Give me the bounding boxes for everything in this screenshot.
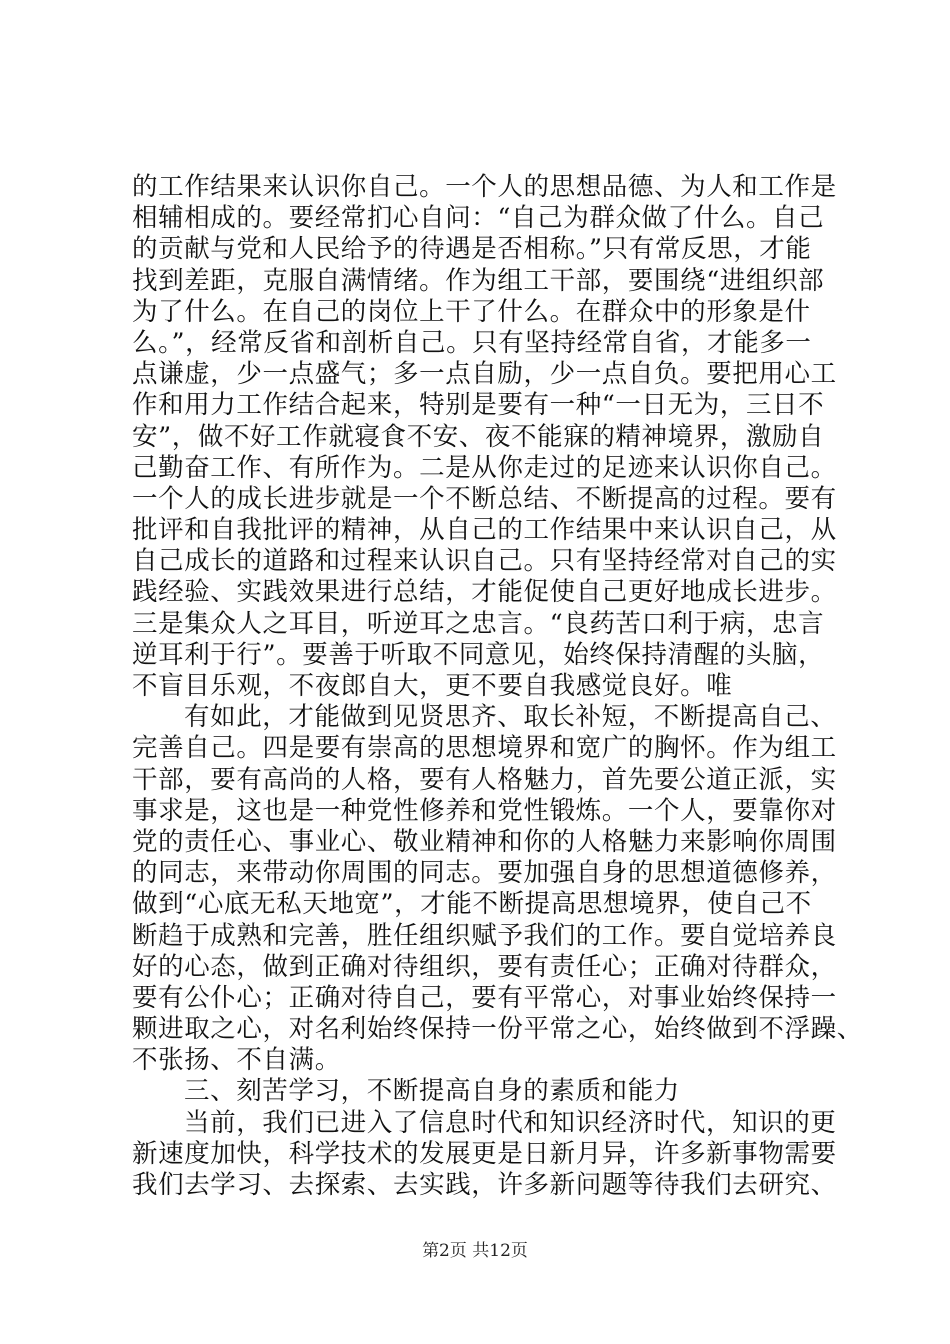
text-line: 自己成长的道路和过程来认识自己。只有坚持经常对自己的实 (132, 546, 837, 577)
text-line: 的工作结果来认识你自己。一个人的思想品德、为人和工作是 (132, 172, 837, 202)
text-line: 三是集众人之耳目，听逆耳之忠言。“良药苦口利于病，忠言 (132, 608, 825, 639)
text-line: 干部，要有高尚的人格，要有人格魅力，首先要公道正派，实 (132, 764, 837, 795)
text-line: 做到“心底无私天地宽”，才能不断提高思想境界，使自己不 (132, 889, 812, 920)
text-line: 为了什么。在自己的岗位上干了什么。在群众中的形象是什 (132, 296, 811, 327)
text-line: 逆耳利于行”。要善于听取不同意见，始终保持清醒的头脑， (132, 639, 825, 670)
text-line: 己勤奋工作、有所作为。二是从你走过的足迹来认识你自己。 (132, 452, 837, 483)
text-line: 好的心态，做到正确对待组织，要有责任心；正确对待群众， (132, 951, 837, 982)
text-line: 新速度加快，科学技术的发展更是日新月异，许多新事物需要 (132, 1138, 837, 1169)
text-line: 么。”，经常反省和剖析自己。只有坚持经常自省，才能多一 (132, 327, 812, 358)
text-line: 的贡献与党和人民给予的待遇是否相称。”只有常反思，才能 (132, 234, 812, 265)
text-line: 的同志，来带动你周围的同志。要加强自身的思想道德修养， (132, 858, 837, 889)
text-line: 作和用力工作结合起来，特别是要有一种“一日无为，三日不 (132, 390, 825, 421)
page-footer: 第2页 共12页 (422, 1241, 528, 1261)
text-line: 践经验、实践效果进行总结，才能促使自己更好地成长进步。 (132, 577, 837, 608)
text-line: 断趋于成熟和完善，胜任组织赋予我们的工作。要自觉培养良 (132, 920, 837, 951)
text-line: 相辅相成的。要经常扪心自问：“自己为群众做了什么。自己 (132, 203, 825, 234)
text-line: 找到差距，克服自满情绪。作为组工干部，要围绕“进组织部 (132, 265, 825, 296)
text-line: 安”，做不好工作就寝食不安、夜不能寐的精神境界，激励自 (132, 421, 825, 452)
text-line: 三、刻苦学习，不断提高自身的素质和能力 (184, 1076, 680, 1107)
text-line: 颗进取之心，对名利始终保持一份平常之心，始终做到不浮躁、 (132, 1014, 863, 1045)
text-line: 当前，我们已进入了信息时代和知识经济时代，知识的更 (184, 1107, 837, 1138)
text-line: 不张扬、不自满。 (132, 1045, 341, 1076)
text-line: 事求是，这也是一种党性修养和党性锻炼。一个人，要靠你对 (132, 795, 837, 826)
text-line: 党的责任心、事业心、敬业精神和你的人格魅力来影响你周围 (132, 826, 837, 857)
text-line: 我们去学习、去探索、去实践，许多新问题等待我们去研究、 (132, 1170, 837, 1200)
text-line: 有如此，才能做到见贤思齐、取长补短，不断提高自己、 (184, 702, 837, 733)
document-body (132, 172, 863, 1201)
text-line: 要有公仆心；正确对待自己，要有平常心，对事业始终保持一 (132, 982, 837, 1013)
text-line: 批评和自我批评的精神，从自己的工作结果中来认识自己，从 (132, 515, 837, 546)
text-line: 点谦虚，少一点盛气；多一点自励，少一点自负。要把用心工 (132, 359, 837, 390)
text-line: 完善自己。四是要有崇高的思想境界和宽广的胸怀。作为组工 (132, 733, 837, 764)
text-line: 不盲目乐观，不夜郎自大，更不要自我感觉良好。唯 (132, 671, 733, 701)
text-line: 一个人的成长进步就是一个不断总结、不断提高的过程。要有 (132, 483, 837, 514)
